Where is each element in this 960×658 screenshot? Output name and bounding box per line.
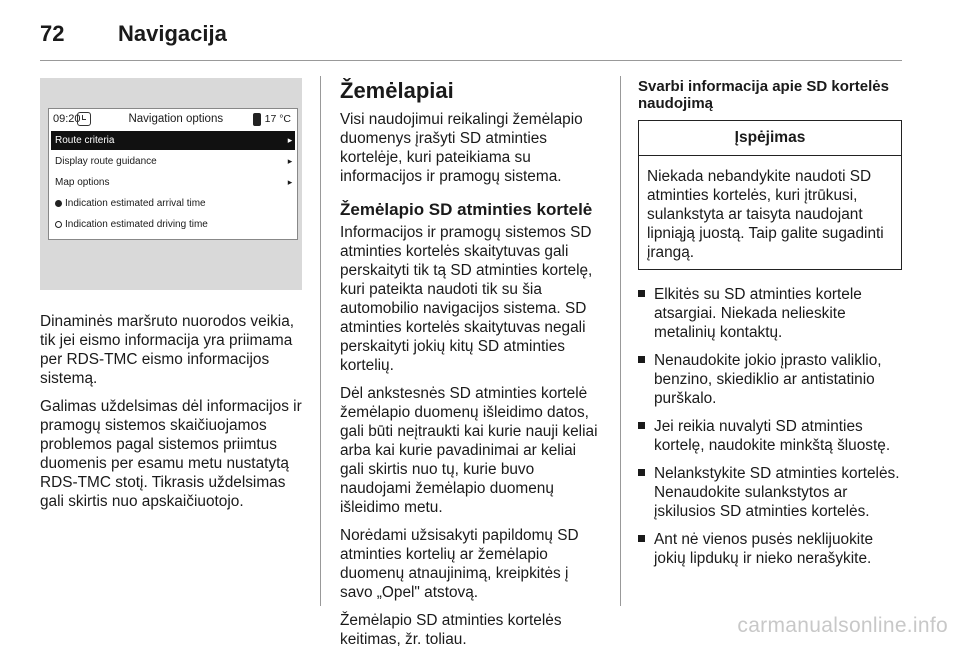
list-item: Ant nė vienos pusės neklijuokite jokių lipdukų ir nieko nerašykite. — [638, 530, 902, 568]
square-bullet-icon — [638, 290, 645, 297]
column-middle — [340, 78, 604, 658]
thermometer-icon — [253, 113, 261, 126]
list-item: Nelankstykite SD atminties kortelės. Nenaudokite sulankstytos ar įskilusios SD atminties kortelės. — [638, 464, 902, 521]
list-item: Elkitės su SD atminties kortele atsargiai. Niekada nelieskite metalinių kontaktų. — [638, 285, 902, 342]
warning-text: Niekada nebandykite naudoti SD atminties kortelės, kuri įtrūkusi, sulankstyta ar taisyta naudojant lipniąją juostą. Taip galite sugadinti įrangą. — [647, 168, 884, 261]
radio-driving-time[interactable]: Indication estimated driving time — [51, 215, 295, 234]
paragraph: Žemėlapio SD atminties kortelės keitimas, žr. toliau. — [340, 612, 562, 648]
radio-unselected-icon — [55, 221, 62, 228]
screen-title: Navigation options — [128, 113, 224, 125]
warning-title: Įspėjimas — [639, 121, 901, 156]
heading-maps: Žemėlapiai — [340, 78, 454, 103]
bullet-list — [638, 285, 902, 568]
chevron-right-icon: ▸ — [287, 135, 293, 145]
screen-status-bar — [49, 109, 297, 129]
paragraph: Galimas uždelsimas dėl informacijos ir pramogų sistemos skaičiuojamos problemos pagal sistemos priimtus duomenis per esamu metu nustatytą RDS-TMC stotį. Tikrasis uždelsimas gali skirtis nuo apskaičiuotojo. — [40, 398, 302, 510]
square-bullet-icon — [638, 469, 645, 476]
list-item: Jei reikia nuvalyti SD atminties kortelę, naudokite minkštą šluostę. — [638, 417, 902, 455]
heading-sd-info: Svarbi informacija apie SD kortelės naudojimą — [638, 78, 889, 112]
menu-item-map-options[interactable]: Map options ▸ — [51, 173, 295, 192]
navigation-screenshot — [40, 78, 302, 290]
page-header — [40, 18, 227, 50]
chevron-right-icon: ▸ — [287, 156, 293, 166]
column-divider — [320, 76, 321, 606]
header-rule — [40, 60, 902, 61]
paragraph: Norėdami užsisakyti papildomų SD atminties kortelių ar žemėlapio duomenų atnaujinimą, kreipkitės į savo „Opel" atstovą. — [340, 527, 579, 601]
square-bullet-icon — [638, 356, 645, 363]
menu-item-display-route-guidance[interactable]: Display route guidance ▸ — [51, 152, 295, 171]
square-bullet-icon — [638, 422, 645, 429]
radio-selected-icon — [55, 200, 62, 207]
screen-temperature: 17 °C — [264, 113, 291, 125]
paragraph: Dinaminės maršruto nuorodos veikia, tik jei eismo informacija yra priimama per RDS-TMC eismo informacijos sistemą. — [40, 313, 295, 387]
navigation-options-screen — [48, 108, 298, 240]
paragraph: Informacijos ir pramogų sistemos SD atminties kortelės skaitytuvas gali perskaityti tik tą SD atminties kortelę, kuri pateikta naudoti tik su šia automobilio navigacijos sistema. SD atminties kortelės skaitytuvas negali perskaityti jokių kitų SD atminties kortelių. — [340, 224, 593, 374]
clock-icon — [77, 112, 91, 126]
section-title: Navigacija — [118, 21, 227, 46]
column-divider — [620, 76, 621, 606]
heading-sd-card: Žemėlapio SD atminties kortelė — [340, 200, 593, 219]
watermark: carmanualsonline.info — [737, 614, 948, 637]
page-number: 72 — [40, 21, 65, 46]
list-item: Nenaudokite jokio įprasto valiklio, benzino, skiediklio ar antistatinio purškalo. — [638, 351, 902, 408]
column-right — [638, 78, 902, 577]
paragraph: Dėl ankstesnės SD atminties kortelė žemėlapio duomenų išleidimo datos, gali būti neįtraukti kai kurie nauji keliai arba kai kurie pavadinimai ar keliai gali skirtis nuo tų, kurie buvo naudojami žemėlapio duomenų išleidimo metu. — [340, 385, 598, 516]
screen-time: 09:20 — [53, 113, 81, 125]
square-bullet-icon — [638, 535, 645, 542]
paragraph: Visi naudojimui reikalingi žemėlapio duomenys įrašyti SD atminties kortelėje, kuri pateikiama su informacijos ir pramogų sistema. — [340, 111, 583, 185]
warning-box — [638, 120, 902, 270]
column-left — [40, 78, 302, 520]
chevron-right-icon: ▸ — [287, 177, 293, 187]
radio-arrival-time[interactable]: Indication estimated arrival time — [51, 194, 295, 213]
menu-item-route-criteria[interactable]: Route criteria ▸ — [51, 131, 295, 150]
